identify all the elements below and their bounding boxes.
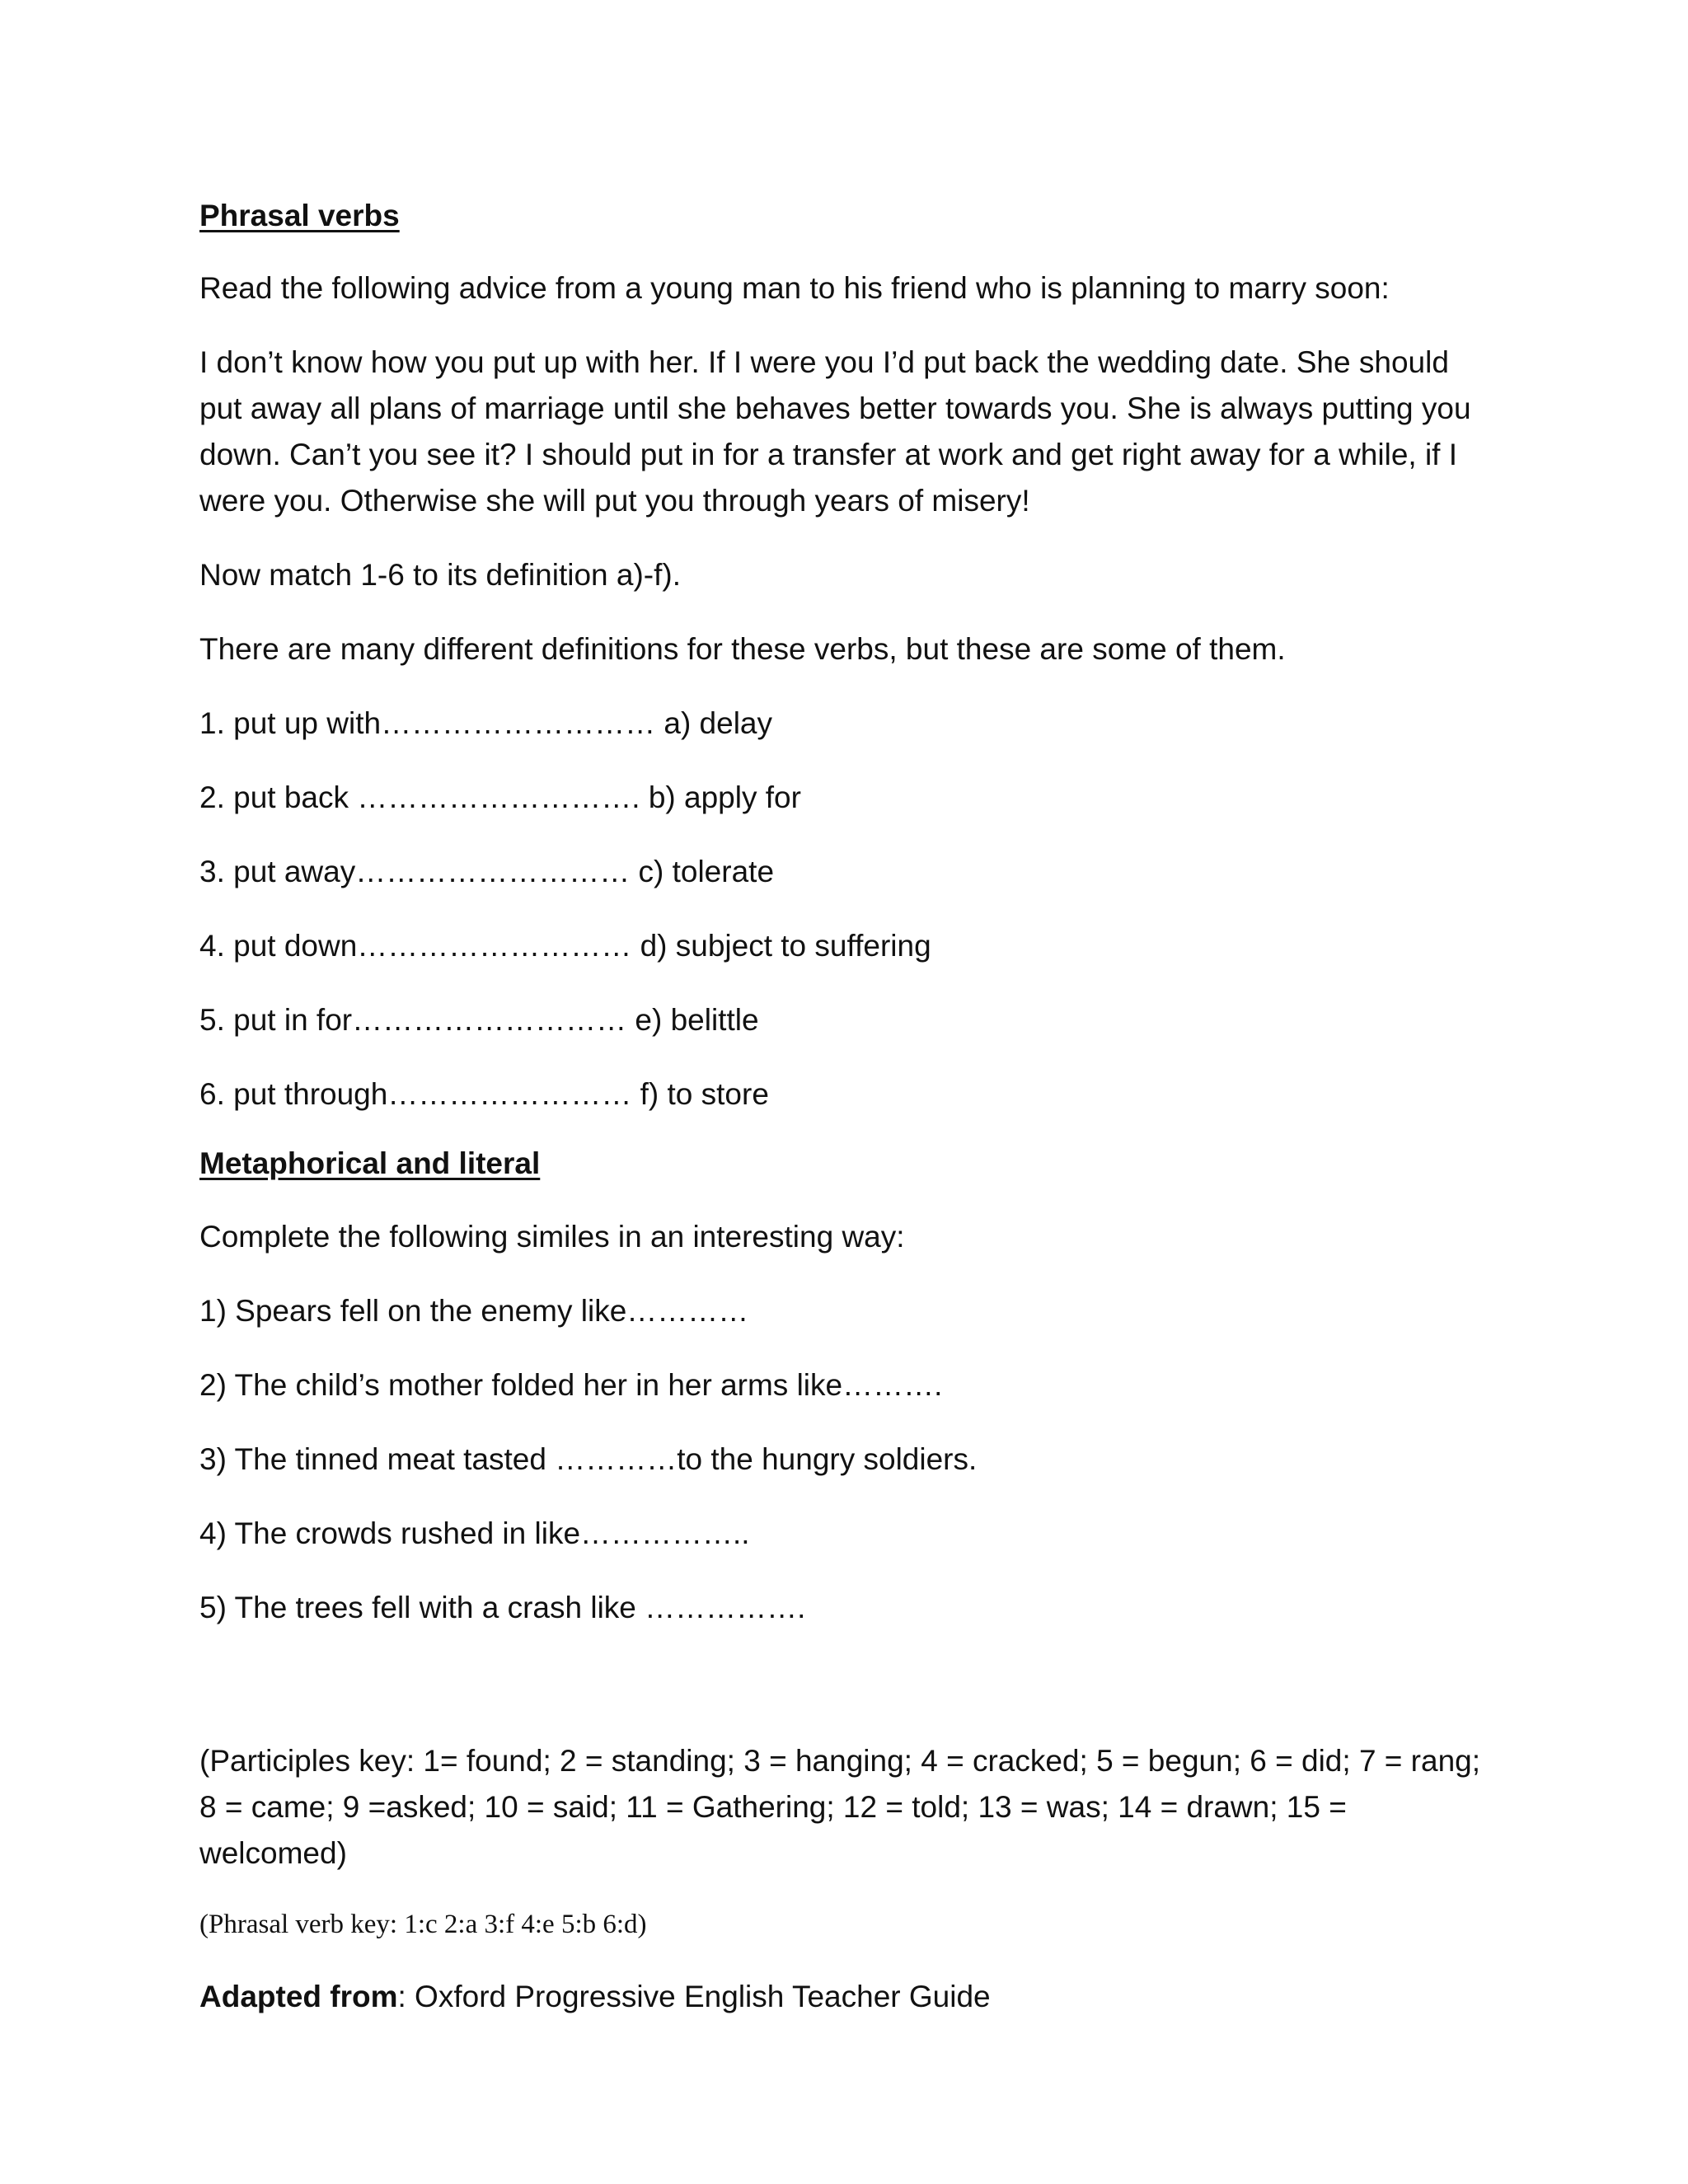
phrasal-verb-item: 6. put through…………………… f) to store xyxy=(199,1077,769,1112)
simile-item: 2) The child’s mother folded her in her arms like………. xyxy=(199,1367,943,1402)
match-instruction: Now match 1-6 to its definition a)-f). xyxy=(199,558,681,593)
phrasal-verb-list xyxy=(199,701,1485,1118)
source-label: Adapted from xyxy=(199,1979,398,2013)
definitions-note: There are many different definitions for these verbs, but these are some of them. xyxy=(199,632,1286,667)
participles-key: (Participles key: 1= found; 2 = standing; 3 = hanging; 4 = cracked; 5 = begun; 6 = did; 7 = rang; 8 = came; 9 =asked; 10 = said; 11 = Gathering; 12 = told; 13 = was; 14 = drawn; 15 = welcomed) xyxy=(199,1743,1481,1870)
phrasal-verb-key: (Phrasal verb key: 1:c 2:a 3:f 4:e 5:b 6:d) xyxy=(199,1909,647,1939)
phrasal-verb-item: 3. put away……………………… c) tolerate xyxy=(199,855,775,889)
phrasal-verbs-heading: Phrasal verbs xyxy=(199,199,400,232)
source-text: : Oxford Progressive English Teacher Guide xyxy=(397,1979,991,2013)
phrasal-verb-item: 2. put back ………………………. b) apply for xyxy=(199,780,801,815)
phrasal-intro: Read the following advice from a young man to his friend who is planning to marry soon: xyxy=(199,271,1390,306)
phrasal-verb-item: 4. put down……………………… d) subject to suffering xyxy=(199,929,931,963)
simile-item: 1) Spears fell on the enemy like………… xyxy=(199,1293,749,1328)
section-spacer xyxy=(199,1659,1485,1738)
phrasal-verb-item: 5. put in for……………………… e) belittle xyxy=(199,1003,759,1038)
document-page xyxy=(199,198,1485,2048)
similes-instruction: Complete the following similes in an interesting way: xyxy=(199,1219,905,1254)
simile-item: 5) The trees fell with a crash like ……………. xyxy=(199,1590,806,1624)
source-credit xyxy=(199,1974,1485,2020)
phrasal-verb-item: 1. put up with……………………… a) delay xyxy=(199,706,772,741)
similes-list xyxy=(199,1288,1485,1631)
advice-passage: I don’t know how you put up with her. If I were you I’d put back the wedding date. She should put away all plans of marriage until she behaves better towards you. She is always putting you down. Can’t you see it? I should put in for a transfer at work and get right away for a while, if I were you. Otherwise she will put you through years of misery! xyxy=(199,345,1471,518)
simile-item: 4) The crowds rushed in like…………….. xyxy=(199,1516,750,1550)
simile-item: 3) The tinned meat tasted …………to the hungry soldiers. xyxy=(199,1441,978,1476)
metaphorical-heading: Metaphorical and literal xyxy=(199,1146,541,1181)
